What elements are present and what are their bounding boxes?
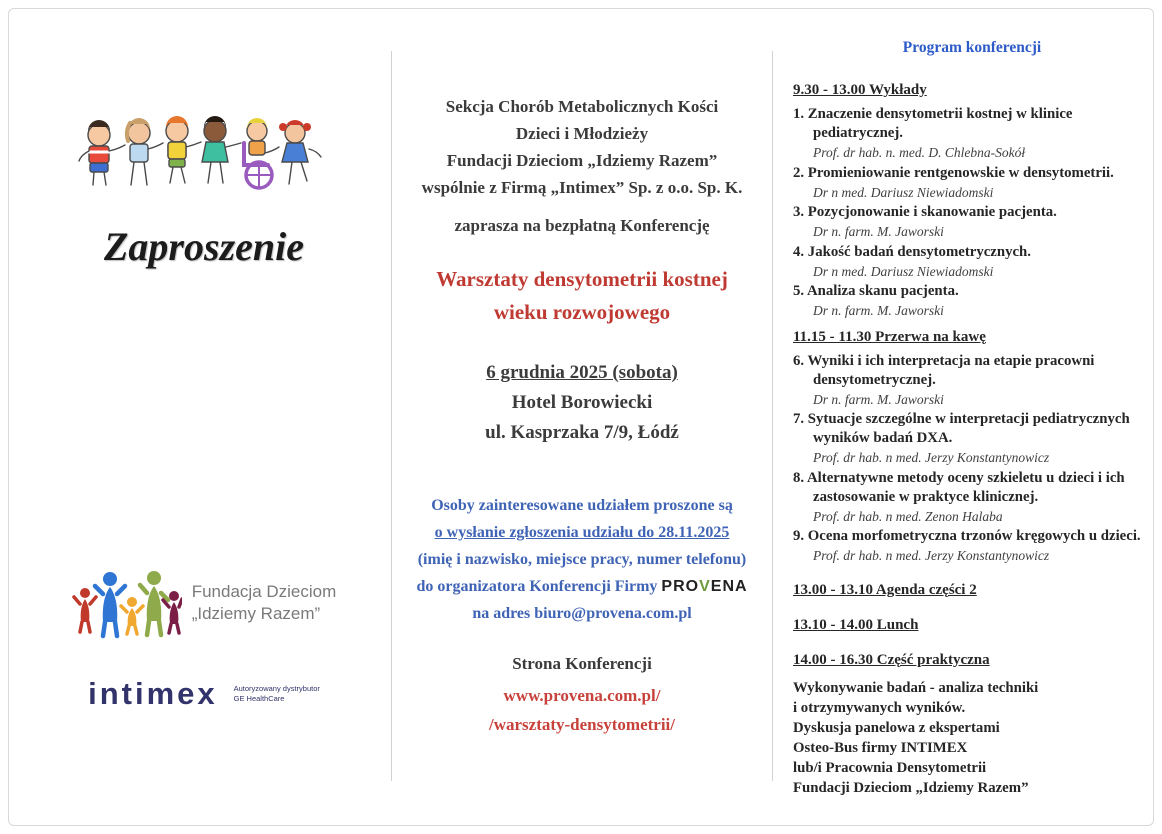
program-talk-speaker: Dr n med. Dariusz Niewiadomski <box>813 263 994 279</box>
program-talk-title: 4. Jakość badań densytometrycznych. <box>793 243 1031 260</box>
event-title-line1: Warsztaty densytometrii kostnej <box>436 267 728 291</box>
registration-block <box>406 492 758 627</box>
program-section-heading: 13.10 - 14.00 Lunch <box>793 616 919 633</box>
registration-deadline: o wysłanie zgłoszenia udziału do 28.11.2025 <box>434 524 730 541</box>
invitation-title: Zaproszenie <box>104 224 304 269</box>
program-section-heading: 14.00 - 16.30 Część praktyczna <box>793 651 990 668</box>
invite-line: zaprasza na bezpłatną Konferencję <box>454 216 710 235</box>
foundation-name-line1: Fundacja Dzieciom <box>191 582 337 601</box>
program-panel <box>773 9 1162 825</box>
website-urls <box>406 681 758 739</box>
program-talk-title: 9. Ocena morfometryczna trzonów kręgowych u dzieci. <box>793 528 1141 544</box>
program-talk-title: 5. Analiza skanu pacjenta. <box>793 283 959 299</box>
website-link-line1[interactable]: www.provena.com.pl/ <box>503 686 661 705</box>
left-panel <box>9 9 391 825</box>
program-practical-line: i otrzymywanych wyników. <box>793 699 966 716</box>
program-practical-line: lub/i Pracownia Densytometrii <box>793 759 987 776</box>
foundation-logo <box>37 566 371 640</box>
program-section-heading: 13.00 - 13.10 Agenda części 2 <box>793 581 977 598</box>
program-talk-speaker: Dr n. farm. M. Jaworski <box>813 303 944 318</box>
intimex-subtext <box>234 684 320 704</box>
program-practical-line: Osteo-Bus firmy INTIMEX <box>793 739 968 756</box>
children-illustration-image <box>73 109 335 197</box>
foundation-name-line2: „Idziemy Razem” <box>191 604 321 623</box>
program-list <box>793 81 1151 798</box>
program-talk-speaker: Prof. dr hab. n med. Zenon Halaba <box>813 508 1003 524</box>
program-talk-title: 2. Promieniowanie rentgenowskie w densytometrii. <box>793 164 1114 181</box>
registration-line3: (imię i nazwisko, miejsce pracy, numer telefonu) <box>417 551 747 568</box>
program-practical-line: Fundacji Dzieciom „Idziemy Razem” <box>793 779 1029 796</box>
program-talk-speaker: Dr n. farm. M. Jaworski <box>813 224 944 239</box>
program-talk-speaker: Prof. dr hab. n med. Jerzy Konstantynowicz <box>813 548 1050 563</box>
registration-line5 <box>406 600 758 627</box>
intimex-logo <box>37 676 371 712</box>
venue-name: Hotel Borowiecki <box>511 392 653 413</box>
program-practical-line: Dyskusja panelowa z ekspertami <box>793 719 1000 736</box>
organizer-block <box>406 93 758 201</box>
organizer-line: Sekcja Chorób Metabolicznych Kości <box>445 97 719 116</box>
program-talk-speaker: Prof. dr hab. n. med. D. Chlebna-Sokół <box>813 145 1026 160</box>
brochure-page <box>8 8 1154 826</box>
website-label: Strona Konferencji <box>512 654 652 673</box>
program-talk-title: 6. Wyniki i ich interpretacja na etapie pracowni densytometrycznej. <box>793 352 1095 388</box>
program-talk-title: 3. Pozycjonowanie i skanowanie pacjenta. <box>793 204 1057 220</box>
program-practical-line: Wykonywanie badań - analiza techniki <box>793 679 1039 696</box>
event-title-line2: wieku rozwojowego <box>493 300 671 324</box>
organizer-line: Dzieci i Młodzieży <box>515 124 649 143</box>
program-practical-description <box>793 678 1151 798</box>
date-venue-block <box>406 358 758 448</box>
email-prefix: na adres <box>472 605 531 622</box>
center-panel <box>392 9 772 825</box>
provena-pro: PRO <box>661 578 700 595</box>
intimex-subtext-line2: GE HealthCare <box>233 694 285 703</box>
program-section-heading: 11.15 - 11.30 Przerwa na kawę <box>793 328 986 345</box>
program-talk-speaker: Dr n. farm. M. Jaworski <box>813 391 944 407</box>
program-section-heading: 9.30 - 13.00 Wykłady <box>793 82 927 98</box>
program-talk-speaker: Dr n med. Dariusz Niewiadomski <box>813 184 994 200</box>
provena-v: V <box>699 578 711 595</box>
foundation-figures-icon <box>72 566 182 640</box>
provena-logo <box>661 578 747 595</box>
registration-line4 <box>406 573 758 600</box>
website-link-line2[interactable]: /warsztaty-densytometrii/ <box>488 715 675 734</box>
provena-ena: ENA <box>710 578 748 595</box>
event-title <box>406 263 758 329</box>
contact-email-link[interactable]: biuro@provena.com.pl <box>534 605 692 622</box>
program-header: Program konferencji <box>902 39 1042 56</box>
organizer-prefix: do organizatora Konferencji Firmy <box>416 578 658 595</box>
program-talk-title: 7. Sytuacje szczególne w interpretacji pediatrycznych wyników badań DXA. <box>793 411 1130 446</box>
program-talk-speaker: Prof. dr hab. n med. Jerzy Konstantynowicz <box>813 450 1050 465</box>
event-date: 6 grudnia 2025 (sobota) <box>486 362 678 383</box>
organizer-line: wspólnie z Firmą „Intimex” Sp. z o.o. Sp. K. <box>421 178 743 197</box>
organizer-line: Fundacji Dzieciom „Idziemy Razem” <box>446 151 718 170</box>
program-talk-title: 8. Alternatywne metody oceny szkieletu u dzieci i ich zastosowanie w praktyce klinicznej. <box>793 469 1125 505</box>
intimex-subtext-line1: Autoryzowany dystrybutor <box>233 684 320 693</box>
registration-line1: Osoby zainteresowane udziałem proszone są <box>431 497 733 514</box>
foundation-name <box>192 581 337 625</box>
program-talk-title: 1. Znaczenie densytometrii kostnej w klinice pediatrycznej. <box>793 106 1073 141</box>
intimex-wordmark: intimex <box>88 676 218 711</box>
venue-address: ul. Kasprzaka 7/9, Łódź <box>485 422 679 443</box>
